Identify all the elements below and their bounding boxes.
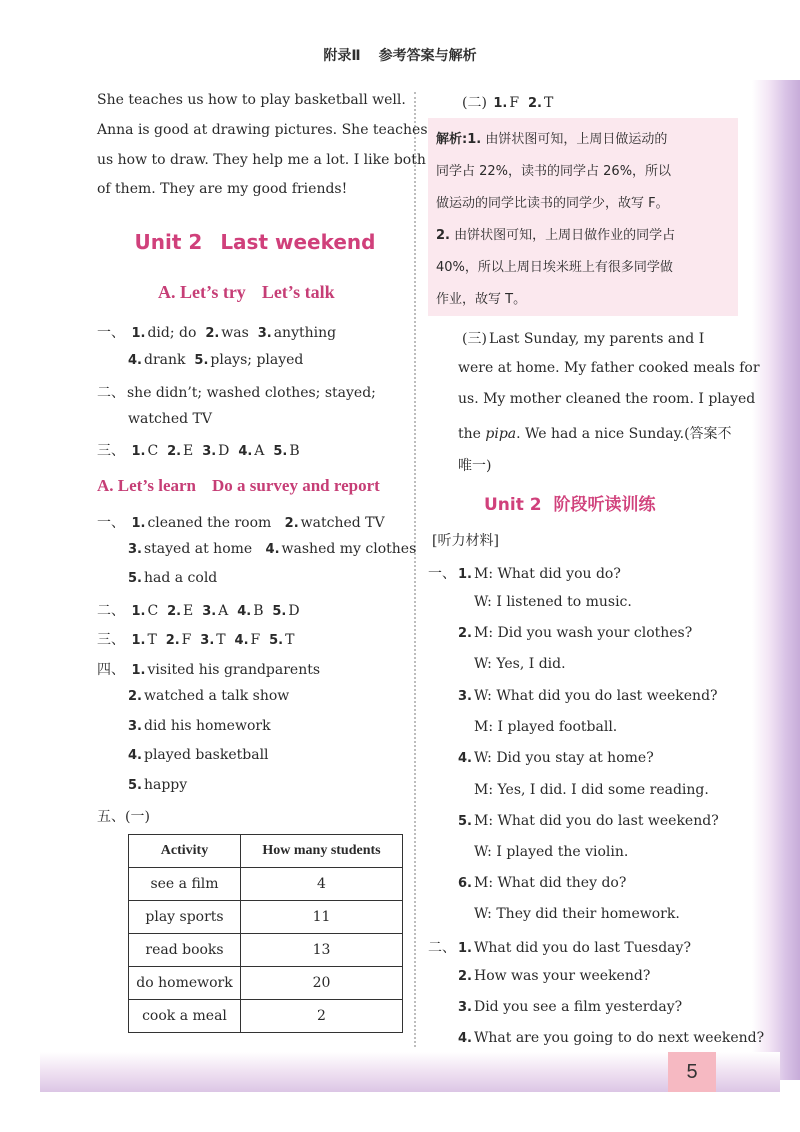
analysis-line: 40%，所以上周日埃米班上有很多同学做: [436, 260, 673, 275]
question-line: 4. What are you going to do next weekend?: [458, 1030, 765, 1046]
table-cell: 2: [241, 1000, 403, 1033]
dialog-line: 3. W: What did you do last weekend?: [458, 688, 718, 704]
table-header: Activity: [129, 835, 241, 868]
analysis-box: [428, 118, 738, 316]
answer-line: 二、 1. C 2. E 3. A 4. B 5. D: [97, 603, 300, 619]
section-part: A. Let’s try: [158, 282, 246, 302]
table-header: How many students: [241, 835, 403, 868]
unit-number: Unit 2: [134, 230, 203, 254]
column-divider: [414, 92, 416, 1047]
dialog-line: W: I played the violin.: [474, 844, 629, 860]
intro-line: us how to draw. They help me a lot. I like both: [97, 152, 426, 168]
answer-line: 4. played basketball: [128, 747, 269, 763]
table-cell: do homework: [129, 967, 241, 1000]
table-row: [129, 934, 403, 967]
answer-line: 3. did his homework: [128, 718, 271, 734]
table-cell: 20: [241, 967, 403, 1000]
unit-stage-title: Unit 2 阶段听读训练: [484, 495, 656, 515]
intro-line: of them. They are my good friends!: [97, 181, 348, 197]
table-cell: 13: [241, 934, 403, 967]
section-part: A. Let’s learn: [97, 476, 196, 495]
answer-line: 二、 she didn’t; washed clothes; stayed;: [97, 385, 376, 401]
answer-line: 5. had a cold: [128, 570, 218, 586]
dialog-line: W: They did their homework.: [474, 906, 680, 922]
dialog-line: 4. W: Did you stay at home?: [458, 750, 654, 766]
header-title: 参考答案与解析: [378, 48, 477, 64]
analysis-line: 做运动的同学比读书的同学少，故写 F。: [436, 196, 669, 211]
paragraph-line: the pipa. We had a nice Sunday.(答案不: [458, 426, 732, 442]
answer-line: 3. stayed at home 4. washed my clothes: [128, 541, 417, 557]
table-cell: cook a meal: [129, 1000, 241, 1033]
answer-line: 一、 1. cleaned the room 2. watched TV: [97, 515, 385, 531]
unit-title: [100, 230, 410, 254]
intro-line: Anna is good at drawing pictures. She teaches: [97, 122, 428, 138]
dialog-line: W: Yes, I did.: [474, 656, 566, 672]
answer-line: 4. drank 5. plays; played: [128, 352, 304, 368]
table-cell: play sports: [129, 901, 241, 934]
table-cell: 4: [241, 868, 403, 901]
table-row: [129, 868, 403, 901]
question-line: 二、 1. What did you do last Tuesday?: [428, 940, 691, 956]
page-edge-decoration: [752, 80, 800, 1080]
paragraph-line: (三) Last Sunday, my parents and I: [462, 331, 705, 347]
table-row: [129, 901, 403, 934]
answer-line: 5. happy: [128, 777, 188, 793]
question-line: 3. Did you see a film yesterday?: [458, 999, 683, 1015]
answer-line: watched TV: [128, 411, 212, 427]
table-cell: read books: [129, 934, 241, 967]
analysis-line: 2. 由饼状图可知，上周日做作业的同学占: [436, 228, 676, 243]
dialog-line: M: I played football.: [474, 719, 618, 735]
answer-line: 四、 1. visited his grandparents: [97, 662, 321, 678]
appendix-label: 附录Ⅱ: [323, 48, 361, 64]
section-part: Let’s talk: [261, 282, 335, 302]
section-heading: [158, 282, 335, 303]
table-header-row: [129, 835, 403, 868]
section-part: Do a survey and report: [212, 476, 380, 495]
analysis-line: 同学占 22%，读书的同学占 26%，所以: [436, 164, 672, 179]
survey-table: [128, 834, 403, 1033]
table-cell: 11: [241, 901, 403, 934]
analysis-line: 解析:1. 由饼状图可知，上周日做运动的: [436, 132, 668, 147]
dialog-line: M: Yes, I did. I did some reading.: [474, 782, 709, 798]
answer-line: 2. watched a talk show: [128, 688, 290, 704]
dialog-line: 5. M: What did you do last weekend?: [458, 813, 719, 829]
table-row: [129, 967, 403, 1000]
question-line: 2. How was your weekend?: [458, 968, 651, 984]
dialog-line: W: I listened to music.: [474, 594, 632, 610]
table-cell: see a film: [129, 868, 241, 901]
analysis-line: 作业，故写 T。: [436, 292, 527, 307]
listening-material-label: [听力材料]: [432, 533, 499, 549]
page-header: [0, 45, 800, 65]
section-heading: [97, 476, 380, 496]
analysis-label: 解析:: [436, 132, 468, 147]
dialog-line: 一、 1. M: What did you do?: [428, 566, 621, 582]
dialog-line: 6. M: What did they do?: [458, 875, 627, 891]
answer-line: (二) 1. F 2. T: [462, 95, 554, 111]
paragraph-line: us. My mother cleaned the room. I played: [458, 391, 756, 407]
answer-line: 三、 1. C 2. E 3. D 4. A 5. B: [97, 443, 300, 459]
paragraph-line: were at home. My father cooked meals for: [458, 360, 760, 376]
page-number: 5: [668, 1052, 716, 1092]
dialog-line: 2. M: Did you wash your clothes?: [458, 625, 693, 641]
question-label: 五、(一): [97, 809, 150, 825]
intro-line: She teaches us how to play basketball well.: [97, 92, 406, 108]
answer-line: 一、 1. did; do 2. was 3. anything: [97, 325, 337, 341]
answer-line: 三、 1. T 2. F 3. T 4. F 5. T: [97, 632, 295, 648]
unit-name: Last weekend: [220, 230, 376, 254]
table-row: [129, 1000, 403, 1033]
paragraph-line: 唯一): [458, 458, 492, 474]
